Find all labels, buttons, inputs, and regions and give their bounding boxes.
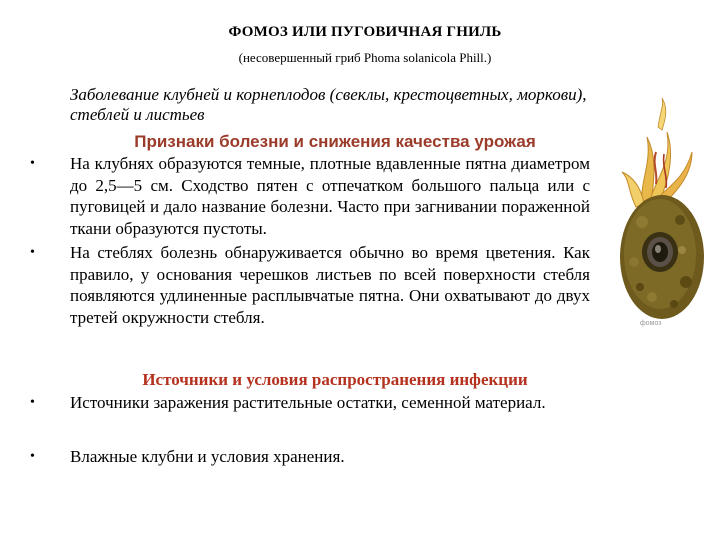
conditions-list [30, 446, 590, 468]
source-text: Источники заражения растительные остатки, семенной материал. [70, 393, 546, 412]
symptom-text: На стеблях болезнь обнаруживается обычно во время цветения. Как правило, у основания черешков листьев по всей поверхности стебля появляются удлиненные расплывчатые пятна. Они охватывают до двух третей окружности стебля. [70, 243, 590, 327]
sources-heading: Источники и условия распространения инфекции [142, 370, 528, 389]
slide-subtitle: (несовершенный гриб Phoma solanicola Phill.) [238, 50, 492, 65]
list-item [30, 153, 590, 239]
sources-list [30, 392, 590, 414]
intro-text: Заболевание клубней и корнеплодов (свеклы, крестоцветных, моркови), стеблей и листьев [70, 85, 587, 124]
diseased-tuber-illustration [612, 92, 712, 342]
bullet-icon: • [30, 395, 35, 410]
bullet-icon: • [30, 245, 35, 260]
list-item [30, 392, 590, 414]
figure-caption: фомоз [640, 320, 662, 327]
list-item [30, 446, 590, 468]
list-item [30, 242, 590, 328]
rot-spot-icon [642, 232, 678, 272]
symptoms-list [30, 153, 590, 328]
slide-title: ФОМОЗ ИЛИ ПУГОВИЧНАЯ ГНИЛЬ [228, 24, 502, 40]
symptom-text: На клубнях образуются темные, плотные вдавленные пятна диаметром до 2,5—5 см. Сходство пятен с отпечатком большого пальца или с пуговицей и дало название болезни. Часто при загнивании пораженной ткани образуются пустоты. [70, 154, 590, 238]
sprout-icon [622, 98, 692, 207]
symptoms-heading: Признаки болезни и снижения качества урожая [134, 132, 536, 151]
bullet-icon: • [30, 449, 35, 464]
bullet-icon: • [30, 156, 35, 171]
source-text: Влажные клубни и условия хранения. [70, 447, 345, 466]
